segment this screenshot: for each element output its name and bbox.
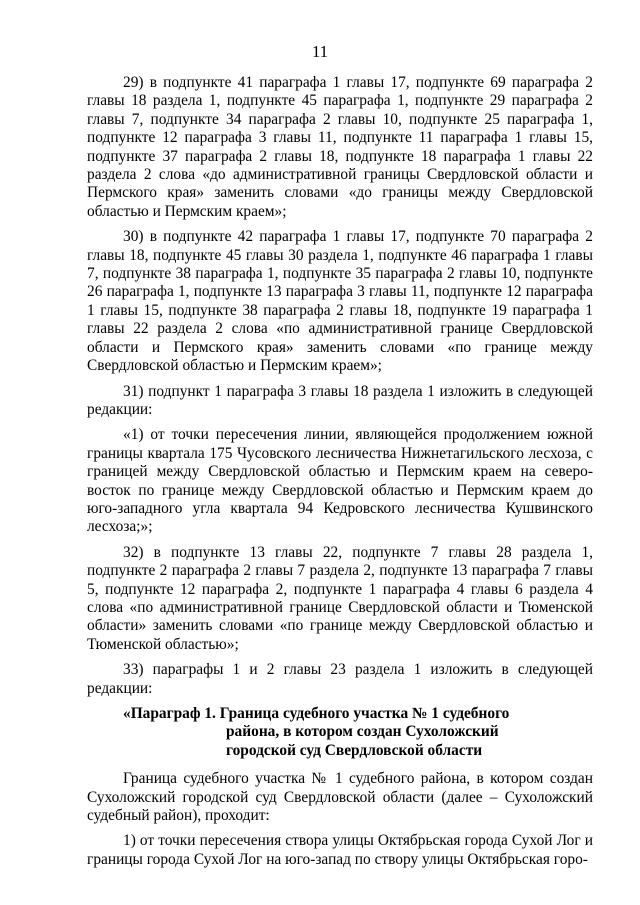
heading-line-3: городской суд Свердловской области: [226, 741, 483, 759]
heading-line-2: района, в котором создан Сухоложский: [226, 723, 499, 741]
paragraph-31: 31) подпункт 1 параграфа 3 главы 18 раздела 1 изложить в следующей редакции:: [87, 382, 593, 418]
boundary-intro-paragraph: Граница судебного участка № 1 судебного района, в котором создан Сухоложский городской суд Свердловской области (далее – Сухоложский судебный район), проходит:: [87, 770, 593, 825]
paragraph-33: 33) параграфы 1 и 2 главы 23 раздела 1 изложить в следующей редакции:: [87, 661, 593, 697]
paragraph-31-quote: «1) от точки пересечения линии, являющейся продолжением южной границы квартала 175 Чусовского лесничества Нижнетагильского лесхоза, с границей между Свердловской областью и Пермским краем на северо-восток по границе между Свердловской областью и Пермским краем до юго-западного угла квартала 94 Кедровского лесничества Кушвинского лесхоза;»;: [87, 426, 593, 536]
paragraph-32: 32) в подпункте 13 главы 22, подпункте 7 главы 28 раздела 1, подпункте 2 параграфа 2 главы 7 раздела 2, подпункте 13 параграфа 7 главы 5, подпункте 12 параграфа 2, подпункте 1 параграфа 4 главы 6 раздела 4 слова «по административной границе Свердловской области и Тюменской области» заменить словами «по границе между Свердловской областью и Тюменской областью»;: [87, 543, 593, 653]
paragraph-29: 29) в подпункте 41 параграфа 1 главы 17, подпункте 69 параграфа 2 главы 18 раздела 1, подпункте 45 параграфа 1, подпункте 29 параграфа 2 главы 7, подпункте 34 параграфа 2 главы 10, подпункте 25 параграфа 1, подпункте 12 параграфа 3 главы 11, подпункте 11 параграфа 1 главы 15, подпункте 37 параграфа 2 главы 18, подпункте 18 параграфа 1 главы 22 раздела 2 слова «до административной границы Свердловской области и Пермского края» заменить словами «до границы между Свердловской областью и Пермским краем»;: [87, 74, 593, 220]
section-heading: [87, 705, 593, 760]
document-body: [87, 74, 593, 876]
heading-line-1: «Параграф 1. Граница судебного участка № 1 судебного: [123, 705, 510, 722]
paragraph-30: 30) в подпункте 42 параграфа 1 главы 17, подпункте 70 параграфа 2 главы 18, подпункте 45 главы 30 раздела 1, подпункте 46 параграфа 1 главы 7, подпункте 38 параграфа 1, подпункте 35 параграфа 2 главы 10, подпункте 26 параграфа 1, подпункте 13 параграфа 3 главы 11, подпункте 12 параграфа 1 главы 15, подпункте 38 параграфа 2 главы 18, подпункте 19 параграфа 1 главы 22 раздела 2 слова «по административной границе Свердловской области и Пермского края» заменить словами «по границе между Свердловской областью и Пермским краем»;: [87, 228, 593, 375]
boundary-point-1-paragraph: 1) от точки пересечения створа улицы Октябрьская города Сухой Лог и границы города Сухой Лог на юго-запад по створу улицы Октябрьская горо-: [87, 832, 593, 868]
page-number: 11: [311, 42, 329, 61]
